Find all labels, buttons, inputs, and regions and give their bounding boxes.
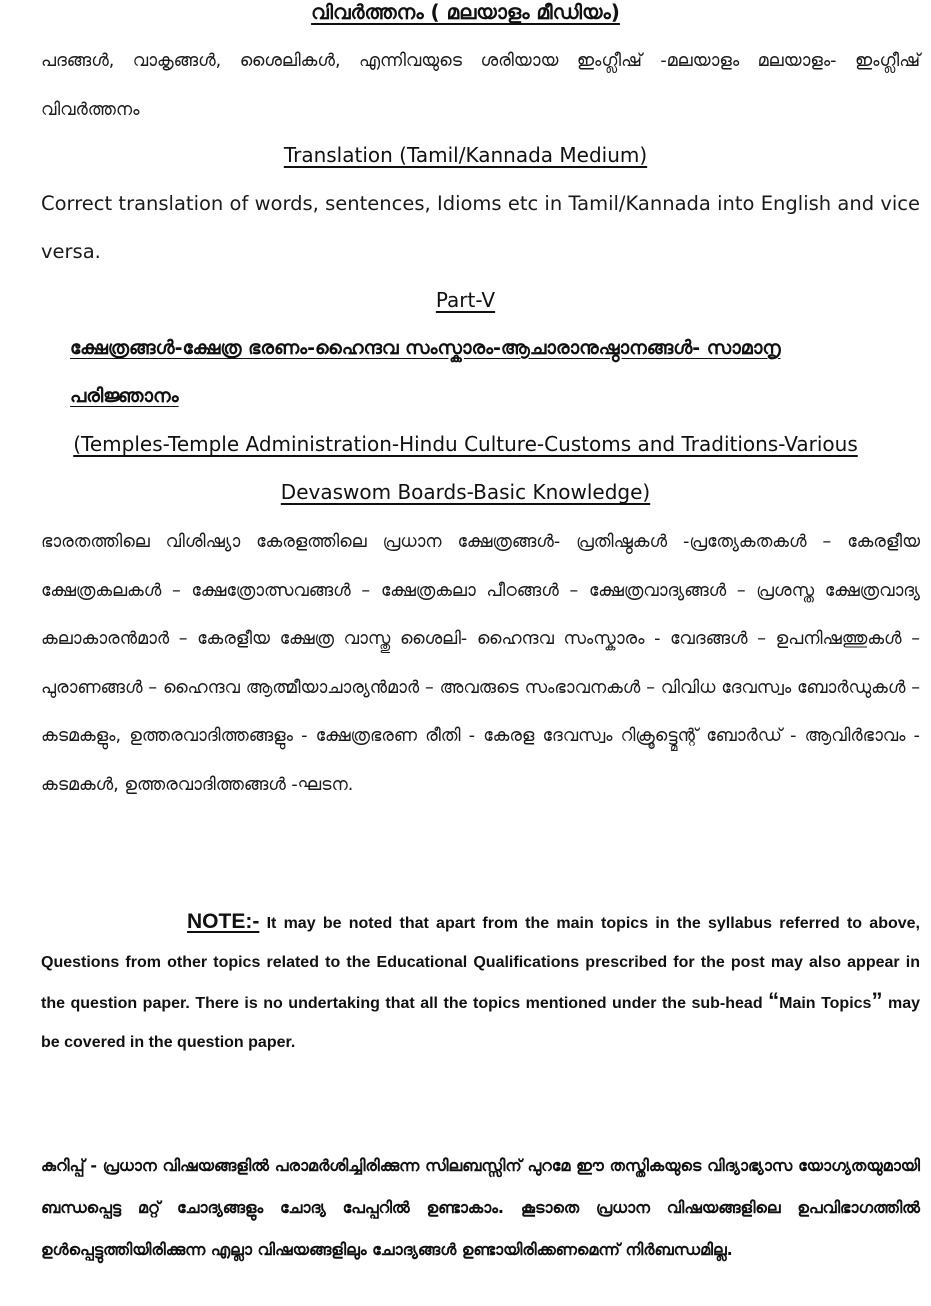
part-v-malayalam-title-line1: ക്ഷേത്രങ്ങൾ-ക്ഷേത്ര ഭരണം-ഹൈന്ദവ സംസ്കാരം-ആചാരാനുഷ്ഠാനങ്ങൾ- സാമാനൃ (70, 337, 781, 359)
part-v-body: ഭാരതത്തിലെ വിശിഷ്യാ കേരളത്തിലെ പ്രധാന ക്ഷേത്രങ്ങൾ- പ്രതിഷ്ഠകൾ -പ്രത്യേകതകൾ – കേരളീയ ക്ഷേത്രകലകൾ – ക്ഷേത്രോത്സവങ്ങൾ – ക്ഷേത്രകലാ പീഠങ്ങൾ – ക്ഷേത്രവാദ്യങ്ങൾ – പ്രശസ്ത ക്ഷേത്രവാദ്യ കലാകാരൻമാർ – കേരളീയ ക്ഷേത്ര വാസ്തു ശൈലി- ഹൈന്ദവ സംസ്കാരം - വേദങ്ങൾ – ഉപനിഷത്തുകൾ – പുരാണങ്ങൾ – ഹൈന്ദവ ആത്മീയാചാര്യൻമാർ – അവരുടെ സംഭാവനകൾ – വിവിധ ദേവസ്വം ബോർഡുകൾ – കടമകളും, ഉത്തരവാദിത്തങ്ങളും - ക്ഷേത്രഭരണ രീതി - കേരള ദേവസ്വം റിക്രൂട്ട്മെന്റ് ബോർഡ് - ആവിർഭാവം - കടമകൾ, ഉത്തരവാദിത്തങ്ങൾ -ഘടന. (41, 532, 920, 795)
note-quote-open: “ (768, 988, 780, 1013)
tamil-kannada-medium-heading: Translation (Tamil/Kannada Medium) (283, 143, 648, 167)
part-v-english-title-line2: Devaswom Boards-Basic Knowledge) (280, 480, 651, 504)
note-text-end: may be covered in the question paper. (41, 995, 920, 1051)
note-paragraph (41, 903, 920, 1062)
note-quoted-term: Main Topics (779, 995, 872, 1012)
part-v-malayalam-title-line2: പരിജ്ഞാനം (70, 385, 179, 407)
karippu-paragraph: കുറിപ്പ് - പ്രധാന വിഷയങ്ങളിൽ പരാമർശിച്ചിരിക്കുന്ന സിലബസ്സിന് പുറമേ ഈ തസ്തികയുടെ വിദ്യാഭ്യാസ യോഗ്യതയുമായി ബന്ധപ്പെട്ട മറ്റ് ചോദ്യങ്ങളും ചോദ്യ പേപ്പറിൽ ഉണ്ടാകാം. കൂടാതെ പ്രധാന വിഷയങ്ങളിലെ ഉപവിഭാഗത്തിൽ ഉൾപ്പെട്ടുത്തിയിരിക്കുന്ന എല്ലാ വിഷയങ്ങളിലും ചോദ്യങ്ങൾ ഉണ്ടായിരിക്കണമെന്ന് നിർബന്ധമില്ല. (41, 1156, 920, 1259)
note-quote-close: ” (871, 988, 883, 1013)
tamil-kannada-medium-body: Correct translation of words, sentences, Idioms etc in Tamil/Kannada into English and vice versa. (41, 192, 920, 263)
note-text: It may be noted that apart from the main topics in the syllabus referred to above, Questions from other topics related to the Educational Qualifications prescribed for the post may also appear in the question paper. There is no undertaking that all the topics mentioned under the sub-head (41, 915, 920, 1012)
malayalam-medium-body: പദങ്ങൾ, വാകൃങ്ങൾ, ശൈലികൾ, എന്നിവയുടെ ശരിയായ ഇംഗ്ലീഷ് -മലയാളം മലയാളം- ഇംഗ്ലീഷ് വിവർത്തനം (41, 51, 920, 120)
part-v-english-title-line1: (Temples-Temple Administration-Hindu Culture-Customs and Traditions-Various (73, 432, 858, 456)
note-label: NOTE:- (187, 910, 260, 933)
malayalam-medium-heading: വിവർത്തനം ( മലയാളം മീഡിയം) (311, 0, 620, 24)
part-v-heading: Part-V (435, 288, 496, 312)
